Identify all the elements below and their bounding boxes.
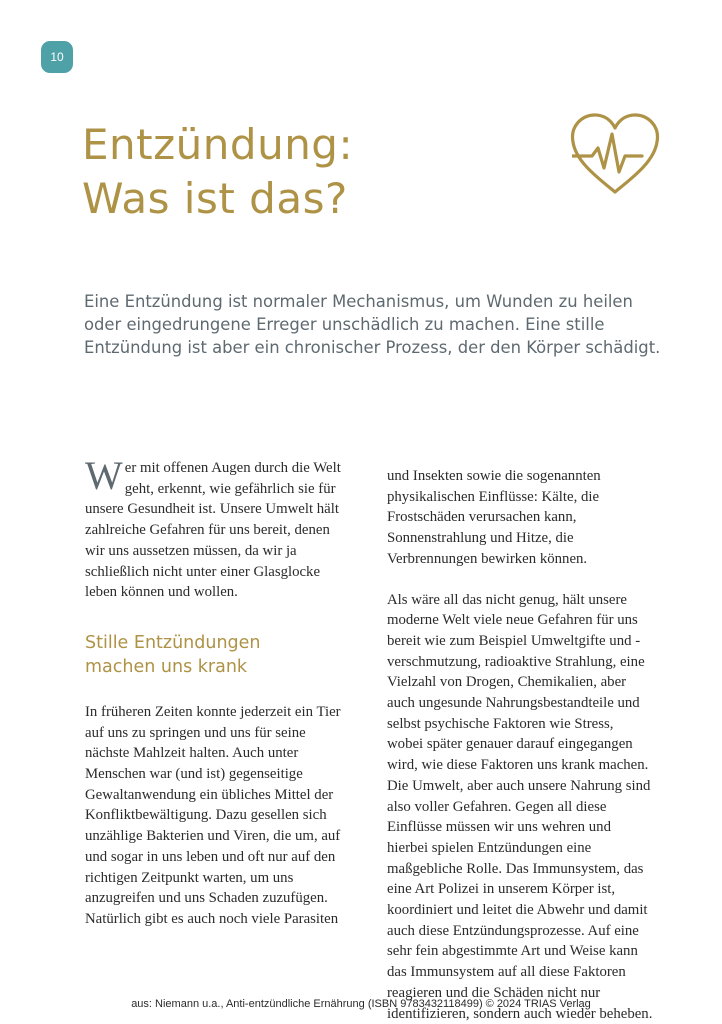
drop-cap: W	[85, 453, 123, 498]
page-number-badge: 10	[41, 41, 73, 73]
body-paragraph-2-continued: und Insekten sowie die sogenannten physikalischen Einflüsse: Kälte, die Frostschäden verursachen kann, Sonnenstrahlung und Hitze, die Verbrennungen bewirken können.	[387, 468, 601, 567]
intro-paragraph: Eine Entzündung ist normaler Mechanismus, um Wunden zu heilen oder eingedrungene Erreger unschädlich zu machen. Eine stille Entzündung ist aber ein chronischer Prozess, der den Körper schädigt.	[84, 292, 661, 357]
body-paragraph-1	[85, 453, 351, 603]
left-column	[85, 453, 351, 930]
body-paragraph-3: Als wäre all das nicht genug, hält unsere moderne Welt viele neue Gefahren für uns bereit wie zum Beispiel Umweltgifte und -verschmutzung, radioaktive Strahlung, eine Vielzahl von Drogen, Chemikalien, aber auch ungesunde Nahrungsbestandteile und selbst psychische Faktoren wie Stress, wobei später genauer darauf eingegangen wird, wie diese Faktoren uns krank machen. Die Umwelt, aber auch unsere Nahrung sind also voller Gefahren. Gegen all diese Einflüsse müssen wir uns wehren und hierbei spielen Entzündungen eine maßgebliche Rolle. Das Immunsystem, das eine Art Polizei in unserem Körper ist, koordiniert und leitet die Abwehr und damit auch diese Entzündungsprozesse. Auf eine sehr fein abgestimmte Art und Weise kann das Immunsystem auf all diese Faktoren reagieren und die Schäden nicht nur identifizieren, sondern auch wieder beheben.	[387, 591, 653, 1022]
body-paragraph-2: In früheren Zeiten konnte jederzeit ein Tier auf uns zu springen und uns für seine nächste Mahlzeit halten. Auch unter Menschen war (und ist) gegenseitige Gewaltanwendung ein übliches Mittel der Konfliktbewältigung. Dazu gesellen sich unzählige Bakterien und Viren, die um, auf und sogar in uns leben und oft nur auf den richtigen Zeitpunkt warten, um uns anzugreifen und uns Schaden zuzufügen. Natürlich gibt es auch noch viele Parasiten	[85, 703, 341, 927]
right-column	[387, 466, 653, 1024]
page-title-line1: Entzündung:	[82, 120, 354, 169]
page-title-line2: Was ist das?	[82, 174, 348, 223]
page-title	[82, 118, 353, 226]
footer-citation: aus: Niemann u.a., Anti-entzündliche Ernährung (ISBN 9783432118499) © 2024 TRIAS Verlag	[131, 998, 591, 1010]
subheading-line2: machen uns krank	[85, 656, 248, 677]
body-paragraph-1-text: er mit offenen Augen durch die Welt geht, erkennt, wie gefährlich sie für unsere Gesundheit ist. Unsere Umwelt hält zahlreiche Gefahren für uns bereit, denen wir uns aussetzen müssen, da wir ja schließlich nicht unter einer Glasglocke leben können und wollen.	[85, 460, 341, 601]
section-subheading	[85, 631, 351, 679]
subheading-line1: Stille Entzündungen	[85, 632, 261, 653]
heart-pulse-icon	[568, 112, 662, 196]
